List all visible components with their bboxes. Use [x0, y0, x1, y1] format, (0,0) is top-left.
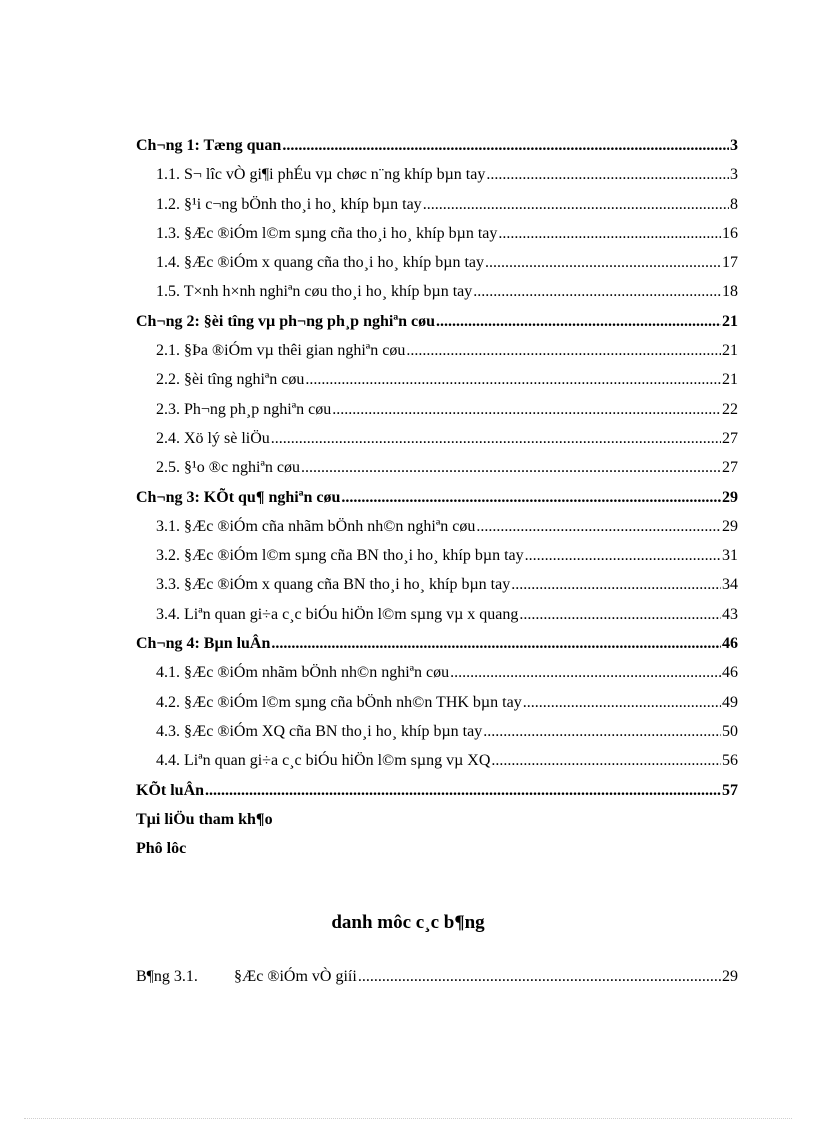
toc-dot-leader: [523, 688, 721, 717]
toc-page-number: 21: [722, 312, 738, 330]
toc-page-number: 18: [722, 283, 738, 301]
toc-dot-leader: [282, 131, 729, 160]
toc-dot-leader: [491, 746, 721, 775]
toc-entry-title: 3.3. §Æc ®iÓm x quang cña BN tho¸i ho¸ khíp bµn tay: [156, 576, 511, 594]
toc-entry-title: Ch¬ng 2: §èi tîng vµ ph¬ng ph¸p nghiªn cøu: [136, 312, 436, 330]
toc-dot-leader: [271, 424, 721, 453]
toc-page-number: 57: [722, 781, 738, 799]
toc-section-entry[interactable]: [136, 688, 738, 717]
toc-chapter-entry[interactable]: [136, 629, 738, 658]
toc-page-number: 29: [722, 517, 738, 535]
table-label: B¶ng 3.1.: [136, 968, 198, 985]
toc-page-number: 21: [722, 342, 738, 360]
toc-entry-title: Ch¬ng 4: Bµn luÂn: [136, 635, 271, 653]
toc-section-entry[interactable]: [136, 541, 738, 570]
toc-section-entry[interactable]: [136, 395, 738, 424]
toc-dot-leader: [483, 717, 721, 746]
toc-chapter-entry[interactable]: [136, 483, 738, 512]
toc-section-entry[interactable]: [136, 658, 738, 687]
toc-dot-leader: [519, 600, 721, 629]
list-of-tables: [136, 962, 738, 991]
toc-section-entry[interactable]: [136, 365, 738, 394]
toc-section-entry[interactable]: [136, 717, 738, 746]
toc-entry-title: 1.5. T×nh h×nh nghiªn cøu tho¸i ho¸ khíp bµn tay: [156, 283, 473, 301]
toc-entry-title: 4.4. Liªn quan gi÷a c¸c biÓu hiÖn l©m sµng vµ XQ: [156, 752, 491, 770]
toc-dot-leader: [423, 190, 729, 219]
toc-section-entry[interactable]: [136, 277, 738, 306]
toc-dot-leader: [525, 541, 721, 570]
toc-entry-title: 2.2. §èi tîng nghiªn cøu: [156, 371, 305, 389]
toc-page-number: 56: [722, 752, 738, 770]
toc-section-entry[interactable]: [136, 424, 738, 453]
toc-entry-title: 2.5. §¹o ®c nghiªn cøu: [156, 459, 301, 477]
toc-dot-leader: [511, 570, 721, 599]
toc-page-number: 3: [730, 137, 738, 154]
toc-chapter-entry[interactable]: [136, 307, 738, 336]
toc-page-number: 3: [730, 166, 738, 184]
toc-entry-title: 2.3. Ph¬ng ph¸p nghiªn cøu: [156, 400, 332, 418]
toc-dot-leader: [301, 453, 721, 482]
toc-section-entry[interactable]: [136, 160, 738, 189]
toc-entry-title: 4.1. §Æc ®iÓm nhãm bÖnh nh©n nghiªn cøu: [156, 664, 450, 682]
toc-page-number: 46: [722, 664, 738, 682]
toc-entry-title: 3.4. Liªn quan gi÷a c¸c biÓu hiÖn l©m sµng vµ x quang: [156, 605, 519, 623]
toc-page-number: 49: [722, 693, 738, 711]
toc-section-entry[interactable]: [136, 336, 738, 365]
toc-dot-leader: [305, 365, 721, 394]
toc-chapter-entry[interactable]: [136, 805, 738, 834]
table-of-contents: [136, 131, 738, 863]
toc-page-number: 50: [722, 722, 738, 740]
toc-section-entry[interactable]: [136, 190, 738, 219]
toc-page-number: 27: [722, 459, 738, 477]
toc-dot-leader: [205, 776, 721, 805]
table-list-entry[interactable]: [136, 962, 738, 991]
table-title: §Æc ®iÓm vÒ giíi: [234, 968, 357, 985]
list-of-tables-heading: danh môc c¸c b¶ng: [331, 912, 485, 933]
toc-entry-title: 4.2. §Æc ®iÓm l©m sµng cña bÖnh nh©n THK bµn tay: [156, 693, 522, 711]
toc-page-number: 27: [722, 429, 738, 447]
toc-entry-title: 1.4. §Æc ®iÓm x quang cña tho¸i ho¸ khíp bµn tay: [156, 254, 484, 272]
toc-entry-title: 1.1. S¬ lîc vÒ gi¶i phÉu vµ chøc n¨ng khíp bµn tay: [156, 166, 486, 184]
toc-entry-title: 1.2. §¹i c¬ng bÖnh tho¸i ho¸ khíp bµn tay: [156, 195, 422, 213]
toc-page-number: 16: [722, 224, 738, 242]
toc-page-number: 34: [722, 576, 738, 594]
toc-section-entry[interactable]: [136, 600, 738, 629]
toc-entry-title: Ch¬ng 3: KÕt qu¶ nghiªn cøu: [136, 488, 341, 506]
toc-dot-leader: [498, 219, 721, 248]
toc-section-entry[interactable]: [136, 248, 738, 277]
toc-entry-title: 2.1. §Þa ®iÓm vµ thêi gian nghiªn cøu: [156, 342, 406, 360]
toc-entry-title: Phô lôc: [136, 840, 187, 858]
toc-entry-title: 4.3. §Æc ®iÓm XQ cña BN tho¸i ho¸ khíp bµn tay: [156, 722, 483, 740]
toc-section-entry[interactable]: [136, 219, 738, 248]
toc-page-number: 22: [722, 400, 738, 418]
toc-page-number: 43: [722, 605, 738, 623]
toc-page-number: 21: [722, 371, 738, 389]
toc-entry-title: 3.2. §Æc ®iÓm l©m sµng cña BN tho¸i ho¸ khíp bµn tay: [156, 547, 524, 565]
toc-page-number: 29: [722, 488, 738, 506]
toc-section-entry[interactable]: [136, 746, 738, 775]
page-bottom-border: [24, 1118, 792, 1119]
toc-dot-leader: [436, 307, 721, 336]
toc-entry-title: 2.4. Xö lý sè liÖu: [156, 429, 270, 447]
toc-entry-title: 1.3. §Æc ®iÓm l©m sµng cña tho¸i ho¸ khíp bµn tay: [156, 224, 498, 242]
toc-dot-leader: [341, 483, 721, 512]
toc-page-number: 8: [730, 195, 738, 213]
toc-dot-leader: [473, 277, 721, 306]
toc-dot-leader: [476, 512, 721, 541]
toc-dot-leader: [485, 248, 721, 277]
toc-page-number: 17: [722, 254, 738, 272]
toc-entry-title: Ch¬ng 1: Tæng quan: [136, 137, 282, 154]
table-dot-leader: [358, 962, 721, 991]
toc-section-entry[interactable]: [136, 570, 738, 599]
toc-section-entry[interactable]: [136, 512, 738, 541]
toc-section-entry[interactable]: [136, 453, 738, 482]
toc-entry-title: Tµi liÖu tham kh¶o: [136, 810, 273, 828]
toc-dot-leader: [406, 336, 721, 365]
table-page-number: 29: [722, 968, 738, 985]
toc-entry-title: KÕt luÂn: [136, 781, 205, 799]
toc-dot-leader: [271, 629, 721, 658]
toc-page-number: 31: [722, 547, 738, 565]
toc-dot-leader: [486, 160, 729, 189]
toc-dot-leader: [332, 395, 721, 424]
toc-chapter-entry[interactable]: [136, 776, 738, 805]
toc-entry-title: 3.1. §Æc ®iÓm cña nhãm bÖnh nh©n nghiªn cøu: [156, 517, 476, 535]
toc-chapter-entry[interactable]: [136, 131, 738, 160]
toc-dot-leader: [450, 658, 721, 687]
toc-chapter-entry[interactable]: [136, 834, 738, 863]
toc-page-number: 46: [722, 635, 738, 653]
